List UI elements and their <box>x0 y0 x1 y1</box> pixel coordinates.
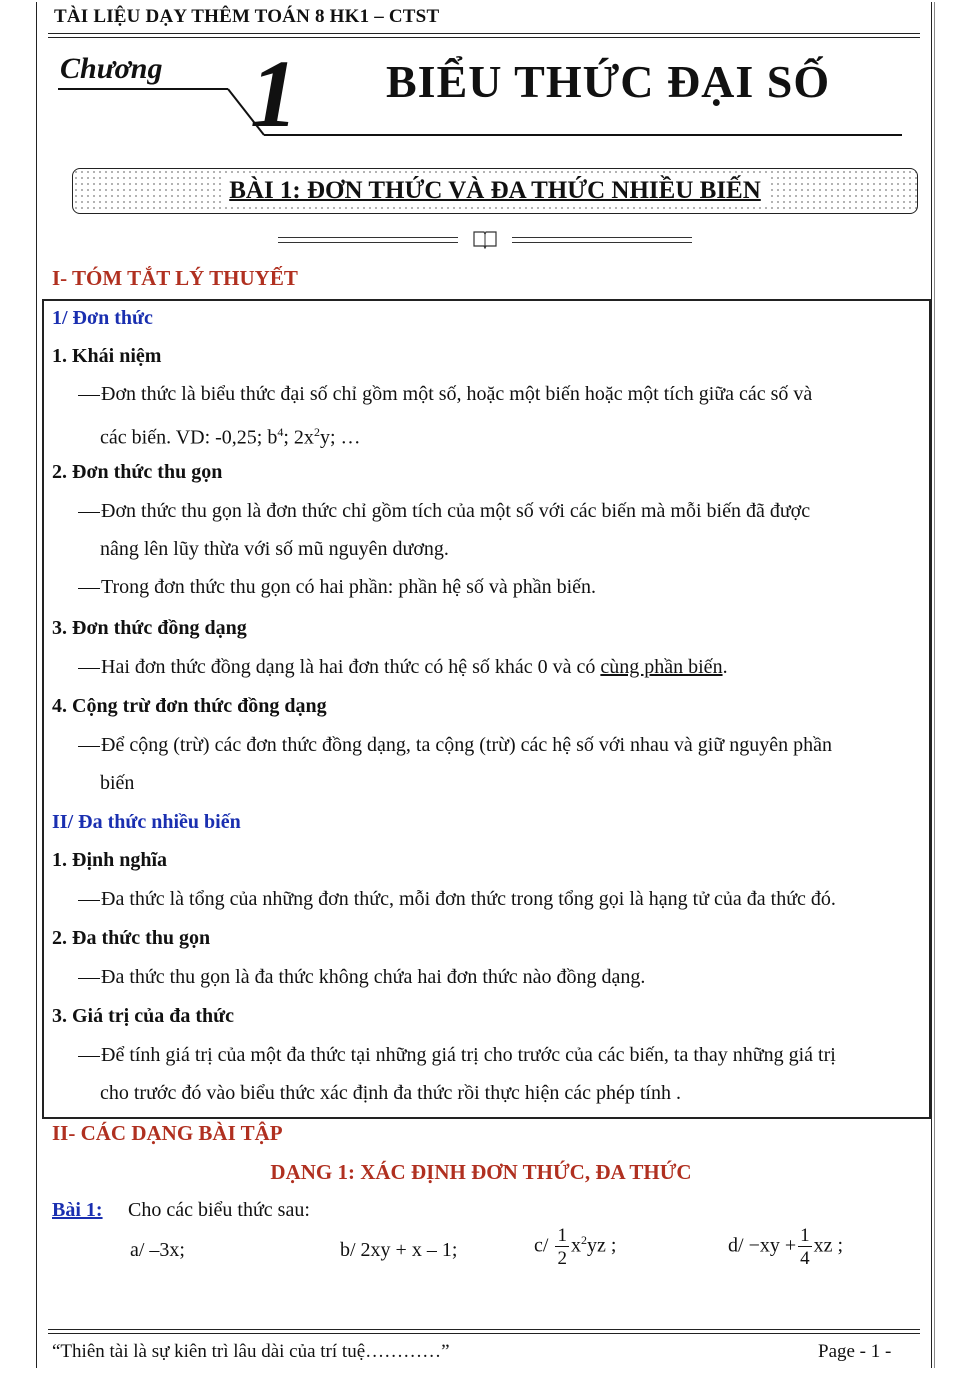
section-theory-title: I- TÓM TẮT LÝ THUYẾT <box>52 266 298 290</box>
item-prefix: c/ <box>534 1234 549 1257</box>
text: −xy + <box>748 1234 797 1257</box>
book-icon <box>472 229 498 249</box>
expression-b: b/ 2xy + x – 1; <box>340 1239 458 1261</box>
footer-rule-thin <box>48 1329 920 1330</box>
expression-d <box>728 1226 843 1268</box>
divider-line <box>512 242 692 243</box>
paragraph-line: nâng lên lũy thừa với số mũ nguyên dương. <box>100 538 449 560</box>
divider-line <box>512 237 692 238</box>
page-number: Page - 1 - <box>818 1341 892 1362</box>
underlined-text: cùng phần biến <box>600 656 723 678</box>
heading-reduced-polynomial: 2. Đa thức thu gọn <box>52 927 211 949</box>
exercise-type-title: DẠNG 1: XÁC ĐỊNH ĐƠN THỨC, ĐA THỨC <box>270 1160 692 1184</box>
text: ; 2x <box>283 426 314 449</box>
superscript: 4 <box>277 425 284 439</box>
text: xz ; <box>813 1234 844 1257</box>
text: Đơn thức là biểu thức đại số chỉ gồm một số, hoặc một biến hoặc một tích giữa các số và <box>101 383 813 405</box>
numerator: 1 <box>800 1225 810 1246</box>
expression-c <box>534 1226 616 1268</box>
dash-bullet <box>78 1056 100 1057</box>
dash-bullet <box>78 668 100 669</box>
text: yz ; <box>586 1234 617 1257</box>
fraction <box>555 1226 569 1268</box>
exercise-prompt: Cho các biểu thức sau: <box>128 1199 310 1221</box>
text: Trong đơn thức thu gọn có hai phần: phần hệ số và phần biến. <box>101 576 597 598</box>
dash-bullet <box>78 588 100 589</box>
paragraph-line <box>78 413 920 457</box>
lesson-title <box>73 177 917 205</box>
paragraph-polynomial-value <box>78 1036 920 1112</box>
exercise-label: Bài 1: <box>52 1199 103 1221</box>
paragraph-line <box>78 726 920 764</box>
paragraph-concept <box>78 375 920 457</box>
paragraph-line <box>78 1036 920 1074</box>
lesson-title-text: BÀI 1: ĐƠN THỨC VÀ ĐA THỨC NHIỀU BIẾN <box>223 177 767 204</box>
superscript: 2 <box>313 425 320 439</box>
chapter-title: BIỂU THỨC ĐẠI SỐ <box>386 56 831 107</box>
text: . <box>722 656 728 678</box>
divider-line <box>278 237 458 238</box>
paragraph-line <box>78 568 920 606</box>
expression-a: a/ –3x; <box>130 1239 185 1261</box>
document-header: TÀI LIỆU DẠY THÊM TOÁN 8 HK1 – CTST <box>54 6 440 27</box>
footer-quote: “Thiên tài là sự kiên trì lâu dài của trí tuệ…………” <box>52 1341 450 1362</box>
text: Đa thức là tổng của những đơn thức, mỗi đơn thức trong tổng gọi là hạng tử của đa thức đó. <box>101 888 836 910</box>
denominator: 4 <box>800 1248 810 1269</box>
text: Hai đơn thức đồng dạng là hai đơn thức có hệ số khác 0 và có <box>101 656 601 678</box>
paragraph-line: cho trước đó vào biểu thức xác định đa thức rồi thực hiện các phép tính . <box>100 1082 681 1104</box>
paragraph-reduced-polynomial <box>78 958 920 996</box>
dash-bullet <box>78 746 100 747</box>
chapter-number: 1 <box>250 40 298 147</box>
text: Đơn thức thu gọn là đơn thức chỉ gồm tích của một số với các biến mà mỗi biến đã được <box>101 500 811 522</box>
paragraph-line: biến <box>100 772 135 794</box>
text: x <box>570 1234 581 1257</box>
item-prefix: d/ <box>728 1234 744 1257</box>
text: y; … <box>319 426 361 449</box>
paragraph-line <box>78 648 920 686</box>
text: Đa thức thu gọn là đa thức không chứa hai đơn thức nào đồng dạng. <box>101 966 646 988</box>
paragraph-add-subtract <box>78 726 920 802</box>
paragraph-reduced-monomial <box>78 492 920 606</box>
heading-definition: 1. Định nghĩa <box>52 849 168 871</box>
paragraph-line <box>78 880 920 918</box>
text: các biến. VD: -0,25; b <box>100 426 278 449</box>
paragraph-line <box>78 958 920 996</box>
chapter-word: Chương <box>60 52 163 85</box>
dash-bullet <box>78 978 100 979</box>
dash-bullet <box>78 512 100 513</box>
dash-bullet <box>78 395 100 396</box>
denominator: 2 <box>557 1248 567 1269</box>
paragraph-definition <box>78 880 920 918</box>
heading-reduced-monomial: 2. Đơn thức thu gọn <box>52 461 223 483</box>
divider-line <box>278 242 458 243</box>
numerator: 1 <box>557 1225 567 1246</box>
lesson-banner <box>72 168 918 214</box>
heading-polynomial-value: 3. Giá trị của đa thức <box>52 1005 234 1027</box>
superscript: 2 <box>580 1232 587 1247</box>
paragraph-line <box>78 492 920 530</box>
heading-similar-monomials: 3. Đơn thức đồng dạng <box>52 617 247 639</box>
text: Để tính giá trị của một đa thức tại những giá trị cho trước của các biến, ta thay những giá trị <box>101 1044 836 1066</box>
heading-concept: 1. Khái niệm <box>52 345 162 367</box>
text: Để cộng (trừ) các đơn thức đồng dạng, ta cộng (trừ) các hệ số với nhau và giữ nguyên phần <box>101 734 832 756</box>
footer-rule <box>48 1333 920 1334</box>
subsection-polynomial: II/ Đa thức nhiều biến <box>52 811 241 833</box>
dash-bullet <box>78 900 100 901</box>
subsection-monomial: 1/ Đơn thức <box>52 307 153 329</box>
section-exercises-title: II- CÁC DẠNG BÀI TẬP <box>52 1121 283 1145</box>
fraction <box>798 1226 812 1268</box>
paragraph-similar-monomials <box>78 648 920 686</box>
paragraph-line <box>78 375 920 413</box>
heading-add-subtract: 4. Cộng trừ đơn thức đồng dạng <box>52 695 327 717</box>
